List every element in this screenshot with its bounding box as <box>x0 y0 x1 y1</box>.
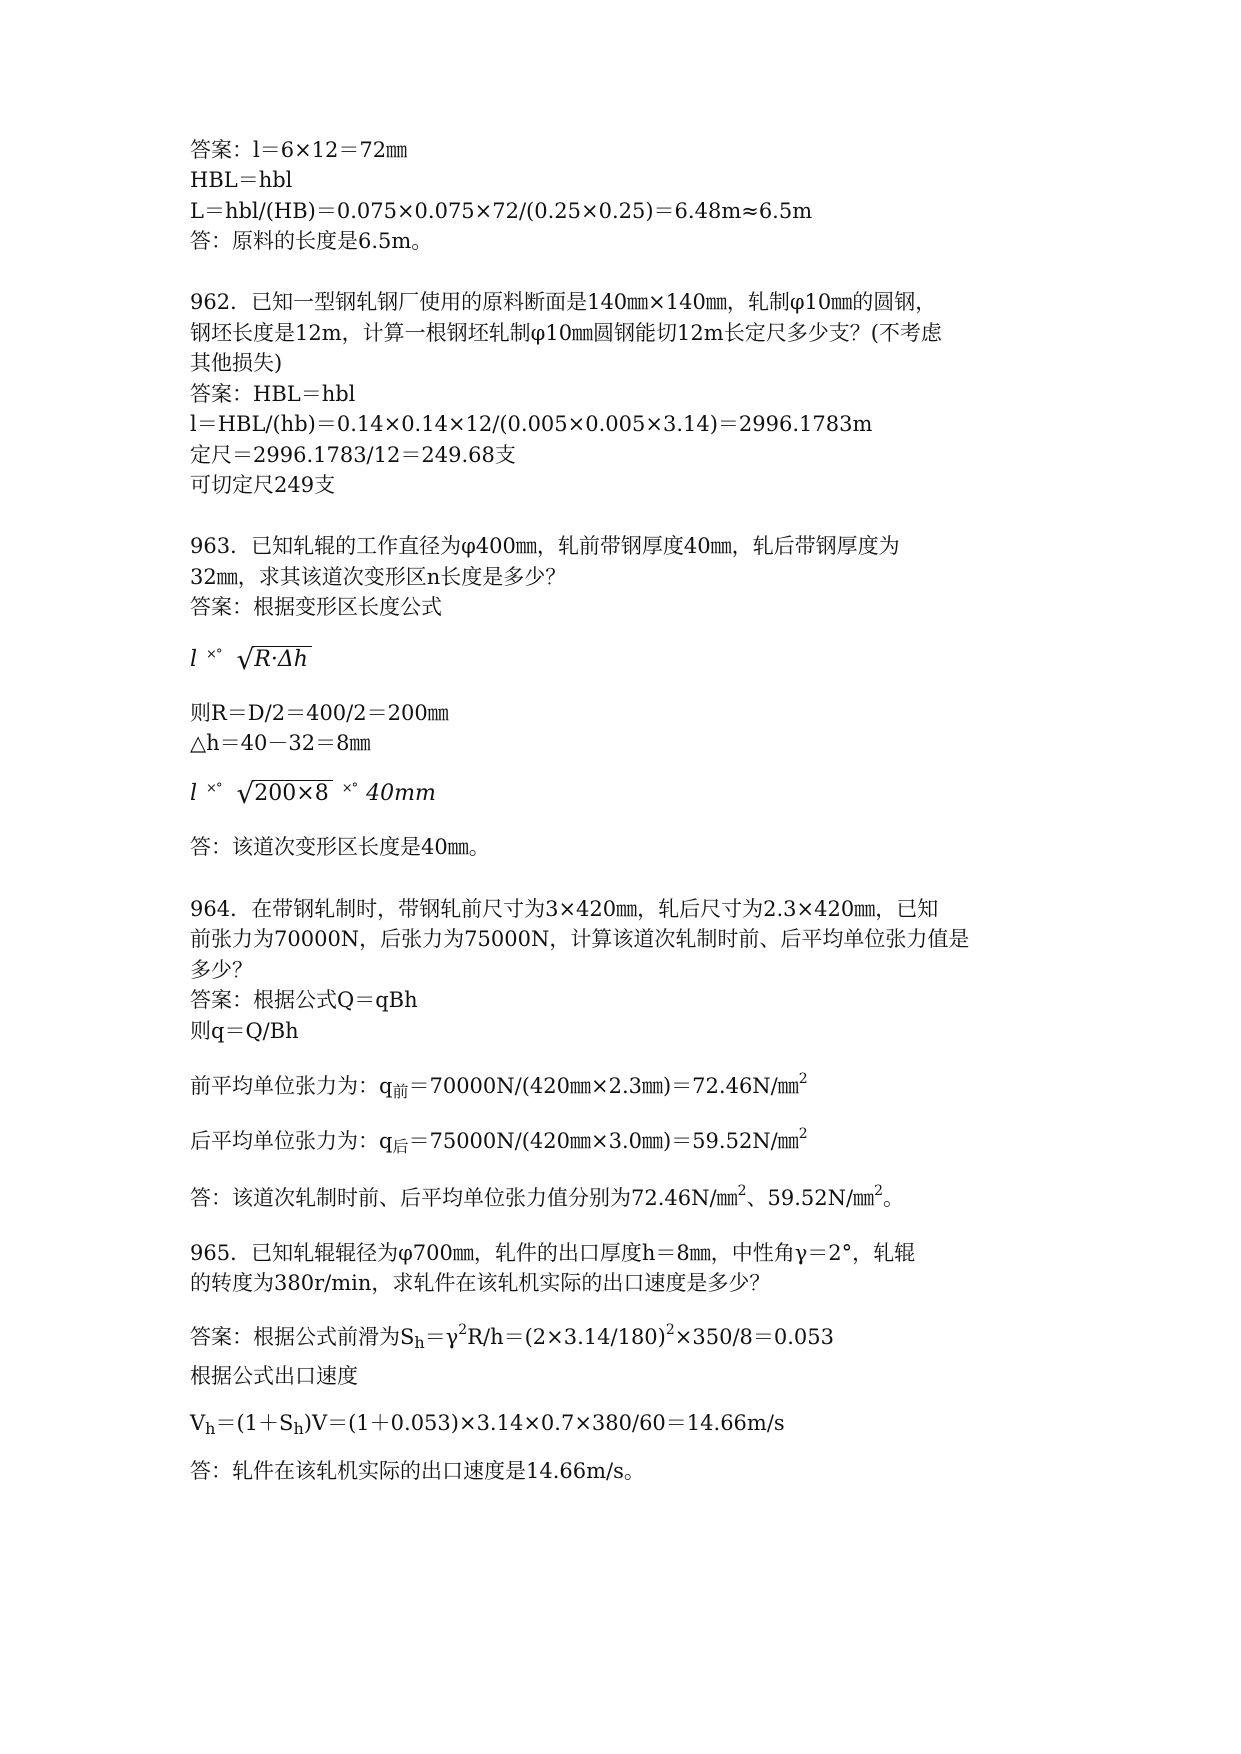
answer-964-line: 答：该道次轧制时前、后平均单位张力值分别为72.46N/㎜$^2$、59.52N/㎜$^2$。 <box>190 1183 904 1210</box>
question-962-line-3: 其他损失) <box>190 351 283 375</box>
sqrt-expression: √200×8 <box>230 776 332 809</box>
question-963-line-1: 963．已知轧辊的工作直径为φ400㎜，轧前带钢厚度40㎜，轧后带钢厚度为 <box>190 534 900 558</box>
question-964-line-2: 前张力为70000N，后张力为75000N，计算该道次轧制时前、后平均单位张力值是 <box>190 927 970 951</box>
text-line: 则q＝Q/Bh <box>190 1019 299 1043</box>
question-965-line-2: 的转度为380r/min，求轧件在该轧机实际的出口速度是多少？ <box>190 1271 771 1295</box>
text-line: 则R＝D/2＝400/2＝200㎜ <box>190 701 449 725</box>
formula-marker: ×° <box>206 647 222 662</box>
sqrt-expression: √R·Δh <box>230 642 311 675</box>
text-line: △h＝40－32＝8㎜ <box>190 731 371 755</box>
sqrt-radicand: 200×8 <box>252 780 332 806</box>
exit-speed-line: $V_h=(1+S_h)V=(1+0.053)\times 3.14\times 0.7\times 380/60=14.66m/s$ <box>190 1411 785 1438</box>
text-line: 定尺＝2996.1783/12＝249.68支 <box>190 443 516 467</box>
text-line: 答案：根据变形区长度公式 <box>190 595 442 619</box>
text-line: 答案：HBL＝hbl <box>190 382 356 406</box>
text-line: 答：轧件在该轧机实际的出口速度是14.66m/s。 <box>190 1459 645 1483</box>
formula-deformation-result <box>190 774 436 809</box>
formula-deformation-length <box>190 640 312 675</box>
back-tension-line: 后平均单位张力为：$q_后=75000N/(420㎜\times 3.0㎜)=59.52N/㎜^2$ <box>190 1126 808 1156</box>
text-line: 答案：l＝6×12＝72㎜ <box>190 138 408 162</box>
text-line: 答案：根据公式Q＝qBh <box>190 988 418 1012</box>
forward-slip-line: 答案：根据公式前滑为$S_h=\gamma^2R/h=(2\times 3.14/180)^2\times 350/8=0.053$ <box>190 1322 835 1352</box>
formula-result: 40mm <box>366 781 436 806</box>
question-963-line-2: 32㎜，求其该道次变形区n长度是多少？ <box>190 565 567 589</box>
front-tension-line: 前平均单位张力为：$q_前=70000N/(420㎜\times 2.3㎜)=72.46N/㎜^2$ <box>190 1071 808 1101</box>
question-964-line-3: 多少？ <box>190 958 253 982</box>
question-962-line-1: 962．已知一型钢轧钢厂使用的原料断面是140㎜×140㎜，轧制φ10㎜的圆钢， <box>190 290 937 314</box>
question-965-line-1: 965．已知轧辊辊径为φ700㎜，轧件的出口厚度h＝8㎜，中性角γ＝2°，轧辊 <box>190 1241 916 1265</box>
formula-marker: ×° <box>341 781 358 796</box>
text-line: 答：该道次变形区长度是40㎜。 <box>190 835 490 859</box>
text-line: 可切定尺249支 <box>190 473 336 497</box>
text-line: 答：原料的长度是6.5m。 <box>190 229 433 253</box>
formula-symbol: l <box>190 781 198 806</box>
formula-symbol: l <box>190 647 198 672</box>
text-line: L＝hbl/(HB)＝0.075×0.075×72/(0.25×0.25)＝6.48m≈6.5m <box>190 199 813 223</box>
formula-marker: ×° <box>206 781 222 796</box>
question-962-line-2: 钢坯长度是12m，计算一根钢坯轧制φ10㎜圆钢能切12m长定尺多少支？(不考虑 <box>190 321 942 345</box>
text-line: l＝HBL/(hb)＝0.14×0.14×12/(0.005×0.005×3.14)＝2996.1783m <box>190 412 873 436</box>
question-964-line-1: 964．在带钢轧制时，带钢轧前尺寸为3×420㎜，轧后尺寸为2.3×420㎜，已知 <box>190 897 939 921</box>
text-line: HBL＝hbl <box>190 168 293 192</box>
text-line: 根据公式出口速度 <box>190 1364 358 1388</box>
sqrt-radicand: R·Δh <box>252 646 312 672</box>
